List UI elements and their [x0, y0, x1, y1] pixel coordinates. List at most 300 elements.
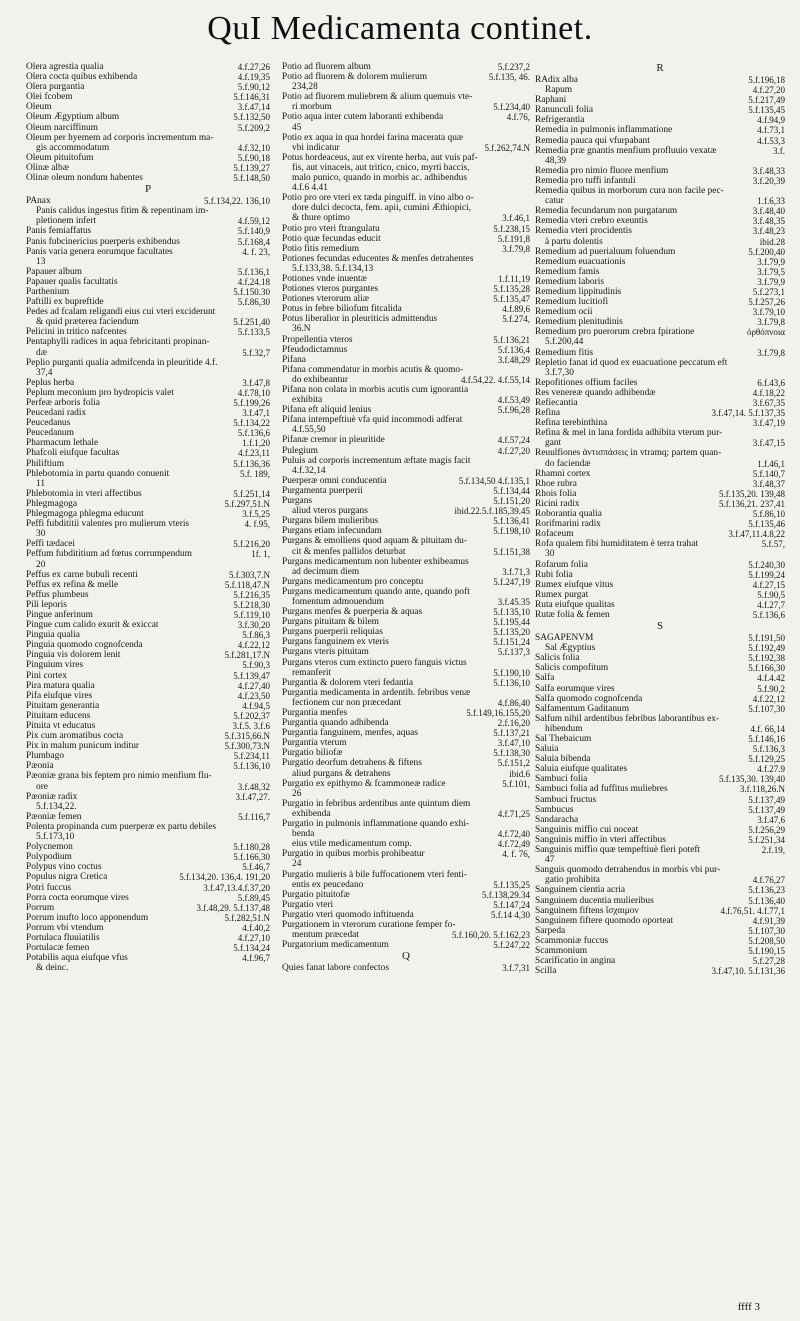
entry-reference: 4.f. 66,14	[750, 723, 785, 734]
index-entry	[535, 186, 785, 196]
entry-reference: 5.f.138,29.34	[482, 889, 530, 900]
entry-term: Refina	[535, 408, 560, 419]
entry-reference: 5.f.135,47	[493, 294, 530, 305]
entry-term: Sal Thebaicum	[535, 734, 592, 744]
index-entry	[26, 163, 270, 173]
entry-term: Potio ad fluorem muliebrem & alium quemuis vte-	[282, 92, 473, 103]
entry-term: Purgantia medicamenta in ardentib. febribus venæ	[282, 687, 471, 698]
index-entry	[535, 633, 785, 643]
entry-term: Purgantia quando adhibenda	[282, 718, 389, 729]
entry-term: cit & menfes pallidos deturbat	[292, 546, 406, 557]
entry-term: Remedium laboris	[535, 276, 604, 287]
entry-reference: 4. f. 23,	[242, 246, 270, 257]
index-entry	[282, 870, 530, 880]
entry-term: fomentum admouendum	[292, 596, 384, 607]
index-entry	[282, 728, 530, 738]
index-entry	[282, 446, 530, 456]
entry-term: do faciendæ	[545, 458, 591, 469]
index-entry	[26, 519, 270, 529]
entry-term: benda	[292, 829, 315, 840]
section-letter: P	[144, 183, 152, 196]
index-entry	[282, 234, 530, 244]
entry-reference: 5.f.180,28	[233, 842, 270, 853]
index-entry	[535, 560, 785, 570]
entry-term: Remedia vteri crebro exeuntis	[535, 216, 648, 227]
index-entry	[535, 704, 785, 714]
entry-reference: 4.f.23,11	[238, 448, 270, 459]
entry-reference: 3.f.7,31	[502, 963, 530, 974]
index-entry	[282, 577, 530, 587]
entry-reference: 5.f.303,7.N	[229, 569, 270, 580]
index-entry	[535, 176, 785, 186]
entry-reference: 5.f.262,74.N	[484, 142, 530, 153]
entry-term: Polypodium	[26, 852, 72, 863]
entry-reference: 3.f.47,14. 5.f.137,35	[711, 408, 785, 419]
index-entry	[282, 143, 530, 153]
entry-reference: ibid.6	[509, 768, 530, 779]
index-entry	[282, 819, 530, 829]
entry-term: Rapum	[545, 85, 573, 96]
entry-term: 48,39	[545, 155, 567, 166]
index-entry	[26, 872, 270, 882]
index-entry	[26, 711, 270, 721]
entry-term: Oleum narciffinum	[26, 122, 98, 133]
entry-term: Oleum per hyemem ad corporis incrementum ma-	[26, 132, 214, 143]
index-entry	[282, 405, 530, 415]
entry-reference: 4.f.76,	[506, 112, 530, 123]
entry-term: Purgans menfes & puerperia & aquas	[282, 607, 423, 618]
index-entry	[535, 226, 785, 236]
entry-term: Rofarum folia	[535, 559, 588, 570]
entry-reference: 5.f.90,5	[757, 589, 785, 600]
index-entry	[26, 72, 270, 82]
entry-term: Purgans vteros cum extincto puero fanguis victus	[282, 657, 467, 668]
index-entry	[26, 590, 270, 600]
entry-term: Peffus plumbeus	[26, 589, 89, 600]
entry-reference: 5.f.151,20	[493, 496, 530, 507]
index-entry	[282, 365, 530, 375]
entry-reference: 5.f.137,3	[497, 647, 530, 658]
index-column-1	[26, 62, 270, 1312]
index-entry	[26, 317, 270, 327]
entry-reference: 5.f.134,50 4.f.135,1	[458, 475, 530, 486]
index-entry	[282, 839, 530, 849]
index-entry	[282, 304, 530, 314]
index-entry	[26, 297, 270, 307]
index-entry	[26, 267, 270, 277]
index-entry	[282, 72, 530, 82]
entry-term: vbi indicatur	[292, 142, 340, 153]
entry-reference: 3.f.48,29	[497, 354, 530, 365]
index-entry	[535, 643, 785, 653]
entry-reference: 5.f.136,41	[493, 516, 530, 527]
index-entry	[535, 206, 785, 216]
entry-term: Sanguinem cientia acria	[535, 885, 626, 896]
entry-term: 5.f.200,44	[545, 337, 584, 348]
index-entry	[26, 489, 270, 499]
entry-reference: 5.f.138,30	[493, 748, 530, 759]
entry-term: 30	[545, 549, 555, 560]
entry-reference: 5.f.190,15	[748, 945, 785, 956]
index-entry	[26, 681, 270, 691]
entry-term: Remedium plenitudinis	[535, 317, 623, 328]
entry-term: Olinæ albæ	[26, 162, 69, 173]
entry-term: 37,4	[36, 367, 53, 378]
entry-term: Pelicini in tritico nafcentes	[26, 327, 127, 338]
entry-reference: 3.f.47,11.4.8,22	[728, 529, 785, 540]
index-entry	[26, 438, 270, 448]
index-entry	[282, 254, 530, 264]
entry-term: Pifana eft aliquid lenius	[282, 405, 372, 416]
entry-reference: 5.f.137,21	[493, 728, 530, 739]
entry-reference: 3.f.46,1	[502, 213, 530, 224]
entry-reference: 5.f.135, 46.	[488, 72, 530, 83]
entry-term: Remedium ad puerialuum foluendum	[535, 246, 676, 257]
signature-mark: ffff 3	[737, 1301, 760, 1313]
index-entry	[535, 724, 785, 734]
index-entry	[282, 647, 530, 657]
entry-term: Rhamni cortex	[535, 468, 591, 479]
index-entry	[282, 963, 530, 973]
index-entry	[282, 526, 530, 536]
index-entry	[26, 196, 270, 206]
entry-term: 47	[545, 855, 555, 866]
entry-reference: 5.f.116,7	[238, 811, 270, 822]
entry-term: Pifana intempeftiuè vfa quid incommodi adferat	[282, 415, 463, 426]
entry-term: Portulacæ femen	[26, 943, 90, 954]
index-entry	[282, 536, 530, 546]
entry-term: Olera agrestia qualia	[26, 62, 104, 72]
entry-term: à partu dolentis	[545, 236, 603, 247]
entry-reference: 5.f.135,45	[748, 105, 785, 116]
entry-term: do exhibeantur	[292, 374, 348, 385]
entry-reference: 4.f.40,2	[242, 922, 270, 933]
entry-term: Phlebotomia in partu quando conuenit	[26, 468, 170, 479]
entry-term: Pæoniæ femen	[26, 811, 82, 822]
index-entry	[282, 920, 530, 930]
entry-term: Pinguia vis dolorem lenit	[26, 650, 121, 661]
entry-reference: 5.f.273,1	[752, 286, 785, 297]
entry-reference: 5.f.247,19	[493, 576, 530, 587]
entry-term: Remedia pro nimio fluore menfium	[535, 165, 669, 176]
index-entry	[282, 587, 530, 597]
index-entry	[282, 264, 530, 274]
entry-reference: 5.f.96,28	[497, 405, 530, 416]
index-entry	[282, 567, 530, 577]
index-entry	[535, 764, 785, 774]
index-entry	[26, 751, 270, 761]
entry-term: Pæoniæ radix	[26, 791, 78, 802]
index-entry	[26, 913, 270, 923]
entry-reference: 5.f.134,22. 136,10	[204, 196, 270, 207]
index-entry	[26, 731, 270, 741]
entry-term: Purgans medicamentum quando ante, quando poft	[282, 586, 470, 597]
index-entry	[282, 708, 530, 718]
entry-reference: 5.f.136,10	[493, 677, 530, 688]
entry-reference: 5.f.191,8	[497, 233, 530, 244]
index-entry	[26, 701, 270, 711]
entry-term: Portulaca fluuiatilis	[26, 932, 100, 943]
entry-term: Purgans fanguinem ex vteris	[282, 637, 389, 648]
index-entry	[282, 203, 530, 213]
entry-term: Rhois folia	[535, 488, 577, 499]
entry-reference: 4.f.72,40	[497, 829, 530, 840]
entry-term: 5.f.133,38. 5.f.134,13	[292, 263, 374, 274]
index-entry	[535, 885, 785, 895]
entry-term: Ruta eiufque qualitas	[535, 599, 615, 610]
index-entry	[26, 549, 270, 559]
index-entry	[26, 499, 270, 509]
entry-term: Purgans vteris pituitam	[282, 647, 369, 658]
entry-reference: ὀρθόπνοια	[746, 327, 785, 338]
entry-reference: 3.f.45.35	[497, 596, 530, 607]
entry-reference: 5.f. 189,	[240, 468, 270, 479]
entry-term: Potus hordeaceus, aut ex virente herba, aut vuis paf-	[282, 152, 478, 163]
entry-reference: 4. f. 76,	[502, 849, 530, 860]
entry-term: Pæoniæ grana bis feptem pro nimio menfium flu-	[26, 771, 212, 782]
entry-term: fectionem cur non præcedant	[292, 697, 402, 708]
entry-term: gatio prohibita	[545, 875, 600, 886]
entry-reference: 3.f.48,40	[752, 206, 785, 217]
entry-reference: 4.f.27,7	[757, 599, 785, 610]
index-entry	[535, 146, 785, 156]
index-entry	[282, 658, 530, 668]
index-entry	[282, 799, 530, 809]
entry-term: Salicis compofitum	[535, 663, 609, 674]
index-entry	[535, 156, 785, 166]
entry-term: Peffus ex carne bubuli recenti	[26, 569, 138, 580]
entry-reference: 5.f.135,10	[493, 607, 530, 618]
index-entry	[535, 358, 785, 368]
entry-reference: 5.f.151,2	[497, 758, 530, 769]
entry-term: Remedium fitis	[535, 347, 594, 358]
entry-term: Remedium euacuationis	[535, 256, 626, 267]
index-entry	[282, 890, 530, 900]
entry-reference: 5.f.150.30	[233, 286, 270, 297]
entry-term: Purgatio deorfum detrahens & fiftens	[282, 758, 422, 769]
index-entry	[26, 640, 270, 650]
entry-term: Remedia pauca qui vfurpabant	[535, 135, 650, 146]
entry-term: Potiones fecundas educentes & menfes detrahentes	[282, 253, 474, 264]
index-entry	[282, 224, 530, 234]
entry-reference: 5.f.238,15	[493, 223, 530, 234]
entry-term: Pituitam educens	[26, 710, 91, 721]
entry-term: Peffi tædacei	[26, 539, 76, 550]
entry-term: Repletio fanat id quod ex euacuatione peccatum eft	[535, 357, 728, 368]
entry-term: 234,28	[292, 82, 318, 93]
entry-term: Panis varia genera eorumque facultates	[26, 246, 173, 257]
entry-reference: 5.f.118,47.N	[224, 579, 270, 590]
entry-term: Peucedanum	[26, 428, 74, 439]
index-entry	[26, 852, 270, 862]
entry-term: Sanguinis miffio quæ tempeftiuè fieri poteft	[535, 845, 701, 856]
entry-term: Purgans & emolliens quod aquam & pituitam du-	[282, 536, 467, 547]
index-entry	[535, 590, 785, 600]
entry-term: Scammoniæ fuccus	[535, 935, 609, 946]
index-entry	[535, 754, 785, 764]
entry-term: Pira matura qualia	[26, 680, 95, 691]
entry-reference: 4.f.72,49	[497, 839, 530, 850]
entry-reference: 4.f.76,27	[752, 875, 785, 886]
entry-reference: 5.f.86,30	[237, 297, 270, 308]
index-entry	[535, 956, 785, 966]
index-entry	[282, 355, 530, 365]
index-entry	[26, 600, 270, 610]
entry-term: Peucedanus	[26, 418, 71, 429]
entry-term: Parthenium	[26, 286, 70, 297]
entry-reference: 5.f.136,21. 237,41	[719, 498, 785, 509]
entry-term: Remedia pro tuffi infantuli	[535, 175, 636, 186]
entry-term: Perfeæ arboris folia	[26, 398, 100, 408]
entry-term: entis ex peucedano	[292, 879, 364, 890]
entry-reference: 5.f.46,7	[242, 862, 270, 873]
entry-reference: 5.f.139,27	[233, 162, 270, 173]
entry-term: Remedia fecundarum non purgatarum	[535, 206, 678, 217]
index-entry	[26, 509, 270, 519]
entry-reference: 5.f.139,47	[233, 670, 270, 681]
index-entry	[282, 547, 530, 557]
entry-reference: 5.f.86,10	[752, 509, 785, 520]
entry-reference: 1.f.46,1	[757, 458, 785, 469]
entry-reference: 3.f.47,13.4.f.37,20	[203, 882, 270, 893]
entry-term: Rubi folia	[535, 569, 573, 580]
entry-reference: 3.f.47,8	[242, 377, 270, 388]
index-entry	[535, 287, 785, 297]
index-entry	[535, 95, 785, 105]
index-entry	[26, 943, 270, 953]
index-entry	[26, 388, 270, 398]
index-entry	[282, 748, 530, 758]
index-entry	[26, 883, 270, 893]
entry-term: exhibita	[292, 395, 323, 406]
entry-reference: 3.f.71,3	[502, 566, 530, 577]
entry-reference: 1.f.1,20	[242, 438, 270, 449]
index-entry	[282, 617, 530, 627]
entry-reference: 3.f.79,9	[757, 256, 785, 267]
entry-term: Panis fubcinericius puerperis exhibendus	[26, 236, 180, 247]
index-entry	[282, 294, 530, 304]
index-entry	[26, 539, 270, 549]
index-entry	[535, 774, 785, 784]
entry-reference: 5.f.135,20. 139,48	[719, 488, 785, 499]
entry-reference: 4.f.54,22. 4.f.55,14	[461, 374, 530, 385]
index-entry	[282, 829, 530, 839]
index-entry	[282, 758, 530, 768]
index-entry	[282, 880, 530, 890]
entry-term: Rumex purgat	[535, 589, 589, 600]
index-entry	[535, 307, 785, 317]
entry-term: SAGAPENVM	[535, 633, 594, 644]
entry-term: Purgans medicamentum pro conceptu	[282, 576, 424, 587]
index-entry	[26, 812, 270, 822]
index-entry	[535, 327, 785, 337]
index-entry	[535, 459, 785, 469]
entry-reference: 5.f.86,3	[242, 630, 270, 641]
index-entry	[535, 744, 785, 754]
index-entry	[282, 940, 530, 950]
index-entry	[282, 668, 530, 678]
index-entry	[26, 842, 270, 852]
entry-reference: 4.f.27,10	[237, 932, 270, 943]
entry-reference: 5.f.135,46	[748, 519, 785, 530]
entry-term: Remedia quibus in morborum cura non facile pec-	[535, 186, 724, 197]
index-entry	[26, 933, 270, 943]
entry-reference: 4.f.18,22	[752, 387, 785, 398]
entry-term: Potio fitis remedium	[282, 243, 360, 254]
index-entry	[535, 115, 785, 125]
entry-term: Sambuci folia ad fuffitus muliebres	[535, 784, 668, 795]
entry-term: Pingue anferinum	[26, 609, 93, 620]
index-entry	[26, 741, 270, 751]
entry-reference: 5.f.135,25	[493, 879, 530, 890]
entry-term: Polypus vino coctus	[26, 862, 102, 873]
index-entry	[26, 610, 270, 620]
entry-term: ad decimum diem	[292, 566, 360, 577]
entry-term: Roborantia qualia	[535, 509, 602, 520]
index-entry	[282, 910, 530, 920]
entry-reference: 5.f.240,30	[748, 559, 785, 570]
entry-reference: 3.f.47,6	[757, 814, 785, 825]
entry-term: Reuulfiones ἀντισπάσεις in vtramq; partem quan-	[535, 448, 722, 459]
entry-reference: 3.f.79,8	[502, 243, 530, 254]
entry-reference: 4.f.94,5	[242, 700, 270, 711]
entry-term: Pæonia	[26, 761, 54, 772]
entry-term: Rumex eiufque vitus	[535, 579, 614, 590]
entry-reference: 5.f.90,3	[242, 660, 270, 671]
entry-reference: 4.f.94,9	[757, 115, 785, 126]
index-entry	[26, 802, 270, 812]
entry-reference: 4.f.22,12	[752, 693, 785, 704]
entry-reference: 3.f.5. 3.f.6	[232, 721, 270, 731]
entry-term: Scammonium	[535, 945, 588, 956]
entry-term: Polenta propinanda cum puerperæ ex partu debiles	[26, 821, 217, 832]
entry-term: remanferit	[292, 667, 332, 678]
entry-reference: 4.f.73,1	[757, 125, 785, 136]
index-entry	[535, 368, 785, 378]
index-entry	[26, 963, 270, 973]
index-entry	[26, 92, 270, 102]
entry-reference: 5.f.237,2	[497, 62, 530, 72]
index-entry	[535, 196, 785, 206]
entry-term: Pulegium	[282, 445, 318, 456]
entry-term: Pingue cum calido exurit & exiccat	[26, 620, 159, 631]
index-entry	[26, 459, 270, 469]
index-entry	[535, 125, 785, 135]
entry-term: ore	[36, 781, 48, 792]
entry-reference: 5.f.133,5	[237, 327, 270, 338]
entry-term: Purgans	[282, 496, 313, 507]
entry-term: Purgatio vteri quomodo inftituenda	[282, 909, 414, 920]
entry-term: Philiftium	[26, 458, 65, 469]
index-entry	[282, 789, 530, 799]
entry-reference: 5.f.136,10	[233, 761, 270, 772]
index-entry	[282, 435, 530, 445]
entry-reference: 4.f.19,35	[237, 72, 270, 83]
section-letter: Q	[402, 950, 410, 963]
index-entry	[26, 287, 270, 297]
entry-reference: 3.f.47,10. 5.f.131,36	[711, 966, 785, 977]
entry-term: pletionem infert	[36, 216, 97, 227]
entry-term: Scarificatio in angina	[535, 956, 616, 967]
entry-reference: 5.f.190,10	[493, 667, 530, 678]
index-entry	[26, 408, 270, 418]
entry-term: Ranunculi folia	[535, 105, 594, 116]
entry-term: Sambuci fructus	[535, 794, 597, 805]
entry-term: aliud vteros purgans	[292, 506, 368, 517]
entry-reference: 5.f.251,14	[233, 488, 270, 499]
entry-reference: 4.f.32,10	[237, 142, 270, 153]
index-entry	[535, 653, 785, 663]
